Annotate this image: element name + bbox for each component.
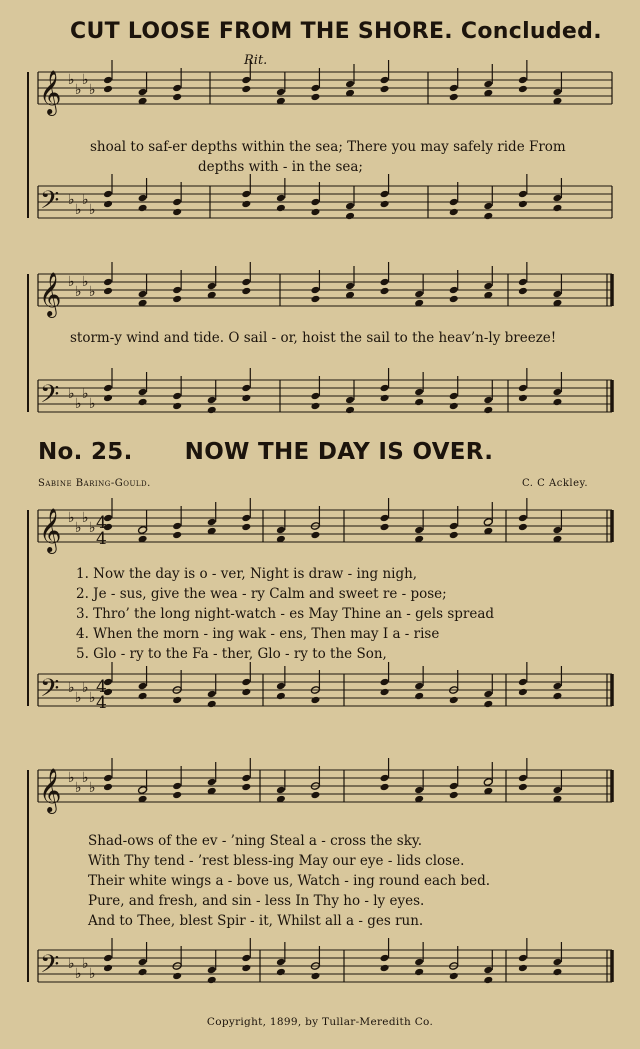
clef-symbol: ♭ bbox=[82, 274, 89, 290]
note-head bbox=[483, 406, 493, 415]
note-head bbox=[483, 212, 493, 221]
clef-symbol: ♭ bbox=[68, 274, 75, 290]
note-head bbox=[483, 700, 493, 709]
verse-5-line-1: 5. Glo - ry to the Fa - ther, Glo - ry to the Son, bbox=[76, 646, 387, 662]
note-head bbox=[449, 402, 459, 411]
note-head bbox=[138, 204, 148, 213]
note-head bbox=[552, 692, 562, 701]
note-head bbox=[138, 968, 148, 977]
note-head bbox=[207, 700, 217, 709]
verse-3-line-2: Their white wings a - bove us, Watch - ing round each bed. bbox=[88, 873, 491, 889]
note-head bbox=[449, 531, 459, 540]
note-head bbox=[380, 523, 390, 532]
note-head bbox=[552, 968, 562, 977]
note-head bbox=[172, 791, 182, 800]
words-credit: Sabine Baring-Gould. bbox=[38, 478, 151, 489]
note-head bbox=[241, 85, 251, 94]
clef-symbol: ♭ bbox=[75, 202, 82, 218]
note-head bbox=[380, 287, 390, 296]
verses-second-half bbox=[88, 831, 490, 931]
clef-symbol: ♭ bbox=[68, 510, 75, 526]
note-head bbox=[345, 212, 355, 221]
clef-symbol: 4 bbox=[96, 693, 107, 713]
note-head bbox=[345, 406, 355, 415]
note-head bbox=[380, 688, 390, 697]
note-head bbox=[103, 287, 113, 296]
note-head bbox=[276, 692, 286, 701]
verse-2-line-2: With Thy tend - ’rest bless-ing May our eye - lids close. bbox=[88, 853, 465, 869]
clef-symbol: ♭ bbox=[75, 520, 82, 536]
verse-2-line-1: 2. Je - sus, give the wea - ry Calm and sweet re - pose; bbox=[76, 586, 447, 602]
clef-symbol: ♭ bbox=[82, 770, 89, 786]
verse-3-line-1: 3. Thro’ the long night-watch - es May Thine an - gels spread bbox=[76, 606, 495, 622]
note-head bbox=[172, 208, 182, 217]
note-head bbox=[241, 523, 251, 532]
lyric-line-2: depths with - in the sea; bbox=[198, 159, 363, 175]
note-head bbox=[449, 696, 459, 705]
clef-symbol: ♭ bbox=[82, 680, 89, 696]
note-head bbox=[552, 398, 562, 407]
clef-symbol: ♭ bbox=[75, 284, 82, 300]
song-title-concluded: CUT LOOSE FROM THE SHORE. Concluded. bbox=[70, 19, 602, 44]
note-head bbox=[518, 287, 528, 296]
clef-symbol: 𝄢 bbox=[40, 950, 60, 985]
note-head bbox=[518, 394, 528, 403]
note-head bbox=[518, 200, 528, 209]
note-head bbox=[138, 398, 148, 407]
clef-symbol: ♭ bbox=[68, 956, 75, 972]
note-head bbox=[449, 972, 459, 981]
clef-symbol: 𝄢 bbox=[40, 380, 60, 415]
note-head bbox=[310, 696, 320, 705]
clef-symbol: ♭ bbox=[75, 780, 82, 796]
clef-symbol: 4 bbox=[96, 529, 107, 549]
clef-symbol: ♭ bbox=[89, 520, 96, 536]
clef-symbol: ♭ bbox=[75, 396, 82, 412]
clef-symbol: ♭ bbox=[75, 966, 82, 982]
note-head bbox=[241, 200, 251, 209]
verse-1-line-2: Shad-ows of the ev - ’ning Steal a - cross the sky. bbox=[88, 833, 423, 849]
note-head bbox=[138, 692, 148, 701]
note-head bbox=[172, 696, 182, 705]
clef-symbol: 𝄢 bbox=[40, 186, 60, 221]
clef-symbol: ♭ bbox=[68, 192, 75, 208]
lyric-line-1: shoal to saf-er depths within the sea; There you may safely ride From bbox=[90, 139, 566, 155]
note-head bbox=[310, 295, 320, 304]
note-head bbox=[380, 783, 390, 792]
note-head bbox=[518, 85, 528, 94]
note-head bbox=[310, 972, 320, 981]
clef-symbol: ♭ bbox=[89, 82, 96, 98]
clef-symbol: ♭ bbox=[82, 510, 89, 526]
note-head bbox=[310, 208, 320, 217]
note-head bbox=[172, 295, 182, 304]
clef-symbol: ♭ bbox=[75, 690, 82, 706]
clef-symbol: 𝄞 bbox=[39, 508, 62, 552]
ritardando-mark: Rit. bbox=[244, 53, 268, 68]
note-head bbox=[103, 964, 113, 973]
clef-symbol: 𝄢 bbox=[40, 674, 60, 709]
clef-symbol: 4 bbox=[96, 513, 107, 533]
note-head bbox=[414, 968, 424, 977]
note-head bbox=[103, 394, 113, 403]
verse-4-line-1: 4. When the morn - ing wak - ens, Then may I a - rise bbox=[76, 626, 440, 642]
note-head bbox=[276, 204, 286, 213]
note-head bbox=[172, 402, 182, 411]
note-head bbox=[241, 394, 251, 403]
clef-symbol: ♭ bbox=[75, 82, 82, 98]
song-title: NOW THE DAY IS OVER. bbox=[184, 439, 494, 465]
clef-symbol: ♭ bbox=[82, 956, 89, 972]
clef-symbol: ♭ bbox=[82, 386, 89, 402]
note-head bbox=[449, 93, 459, 102]
note-head bbox=[518, 688, 528, 697]
clef-symbol: ♭ bbox=[68, 386, 75, 402]
note-head bbox=[241, 688, 251, 697]
note-head bbox=[518, 964, 528, 973]
verse-5-line-2: And to Thee, blest Spir - it, Whilst all a - ges run. bbox=[88, 913, 424, 929]
clef-symbol: 𝄞 bbox=[39, 768, 62, 812]
note-head bbox=[103, 85, 113, 94]
note-head bbox=[241, 783, 251, 792]
note-head bbox=[380, 394, 390, 403]
note-head bbox=[207, 406, 217, 415]
note-head bbox=[241, 964, 251, 973]
hymn-number: No. 25. bbox=[38, 439, 133, 465]
clef-symbol: ♭ bbox=[89, 202, 96, 218]
lyric-line-3: storm-y wind and tide. O sail - or, hoist the sail to the heav’n-ly breeze! bbox=[70, 330, 557, 346]
clef-symbol: ♭ bbox=[68, 680, 75, 696]
note-head bbox=[310, 791, 320, 800]
note-head bbox=[518, 523, 528, 532]
clef-symbol: ♭ bbox=[89, 284, 96, 300]
note-head bbox=[449, 208, 459, 217]
note-head bbox=[172, 972, 182, 981]
note-head bbox=[172, 93, 182, 102]
verse-1-line-1: 1. Now the day is o - ver, Night is draw - ing nigh, bbox=[76, 566, 418, 582]
clef-symbol: ♭ bbox=[89, 690, 96, 706]
note-head bbox=[310, 531, 320, 540]
note-head bbox=[276, 968, 286, 977]
note-head bbox=[449, 295, 459, 304]
clef-symbol: ♭ bbox=[68, 72, 75, 88]
verse-4-line-2: Pure, and fresh, and sin - less In Thy ho - ly eyes. bbox=[88, 893, 425, 909]
clef-symbol: ♭ bbox=[89, 966, 96, 982]
note-head bbox=[310, 402, 320, 411]
clef-symbol: 𝄞 bbox=[39, 70, 62, 114]
clef-symbol: ♭ bbox=[68, 770, 75, 786]
note-head bbox=[310, 93, 320, 102]
verses-first-half bbox=[76, 564, 494, 664]
note-head bbox=[483, 976, 493, 985]
note-head bbox=[552, 204, 562, 213]
note-head bbox=[241, 287, 251, 296]
note-head bbox=[103, 783, 113, 792]
note-head bbox=[380, 200, 390, 209]
music-credit: C. C Ackley. bbox=[522, 478, 588, 489]
note-head bbox=[103, 200, 113, 209]
note-head bbox=[518, 783, 528, 792]
note-head bbox=[380, 85, 390, 94]
note-head bbox=[414, 398, 424, 407]
song-heading bbox=[38, 439, 493, 465]
note-head bbox=[414, 692, 424, 701]
copyright-notice: Copyright, 1899, by Tullar-Meredith Co. bbox=[206, 1016, 434, 1028]
clef-symbol: ♭ bbox=[89, 396, 96, 412]
clef-symbol: 4 bbox=[96, 677, 107, 697]
note-head bbox=[207, 976, 217, 985]
clef-symbol: ♭ bbox=[82, 72, 89, 88]
note-head bbox=[172, 531, 182, 540]
note-head bbox=[380, 964, 390, 973]
note-head bbox=[449, 791, 459, 800]
clef-symbol: 𝄞 bbox=[39, 272, 62, 316]
clef-symbol: ♭ bbox=[89, 780, 96, 796]
clef-symbol: ♭ bbox=[82, 192, 89, 208]
